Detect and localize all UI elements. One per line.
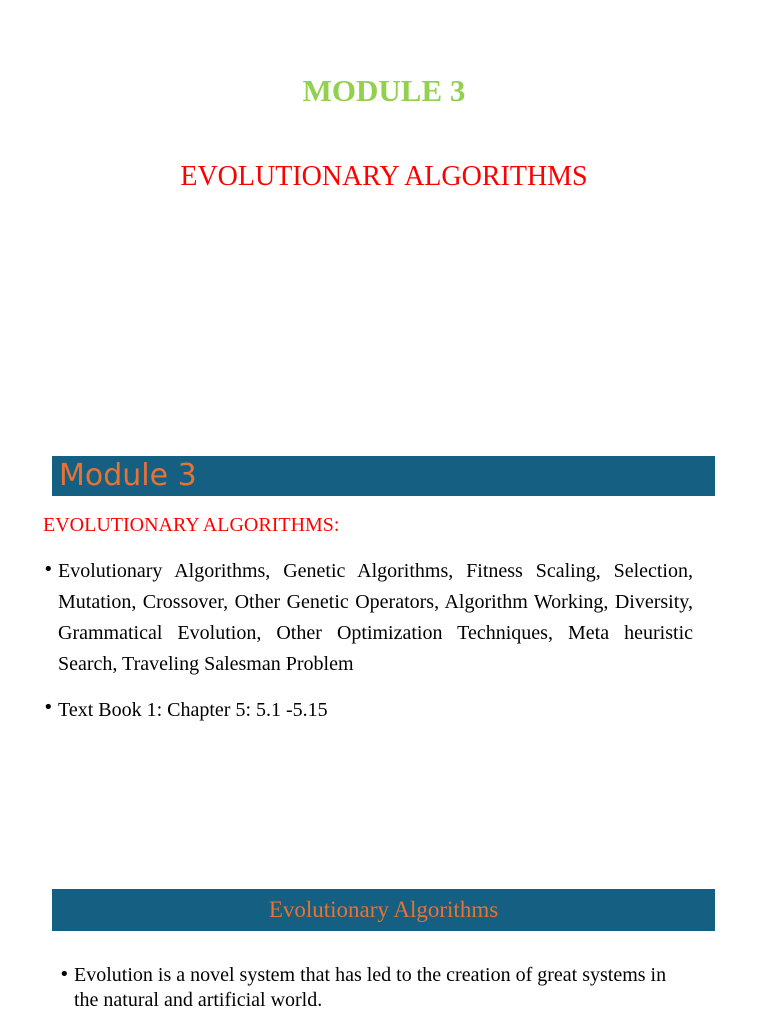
bullet-icon: • (43, 697, 54, 718)
module-subtitle: EVOLUTIONARY ALGORITHMS (180, 161, 588, 192)
bullet-icon: • (43, 559, 54, 580)
section-heading: EVOLUTIONARY ALGORITHMS: (43, 514, 340, 536)
evolution-bullet: Evolution is a novel system that has led to the creation of great systems in the natural and artificial world. (74, 964, 667, 1011)
bullet-icon: • (59, 964, 70, 985)
module-header-title: Module 3 (59, 458, 197, 493)
section-header-bar (52, 889, 715, 931)
textbook-bullet: Text Book 1: Chapter 5: 5.1 -5.15 (58, 699, 328, 721)
module-header-bar (52, 456, 715, 496)
section-header-title: Evolutionary Algorithms (268, 897, 499, 922)
module-title: MODULE 3 (302, 73, 466, 108)
topics-bullet: Evolutionary Algorithms, Genetic Algorithms, Fitness Scaling, Selection, Mutation, Crossover, Other Genetic Operators, Algorithm Working, Diversity, Grammatical Evolution, Other Optimization Techniques, Meta heuristic Search, Traveling Salesman Problem (58, 560, 693, 675)
